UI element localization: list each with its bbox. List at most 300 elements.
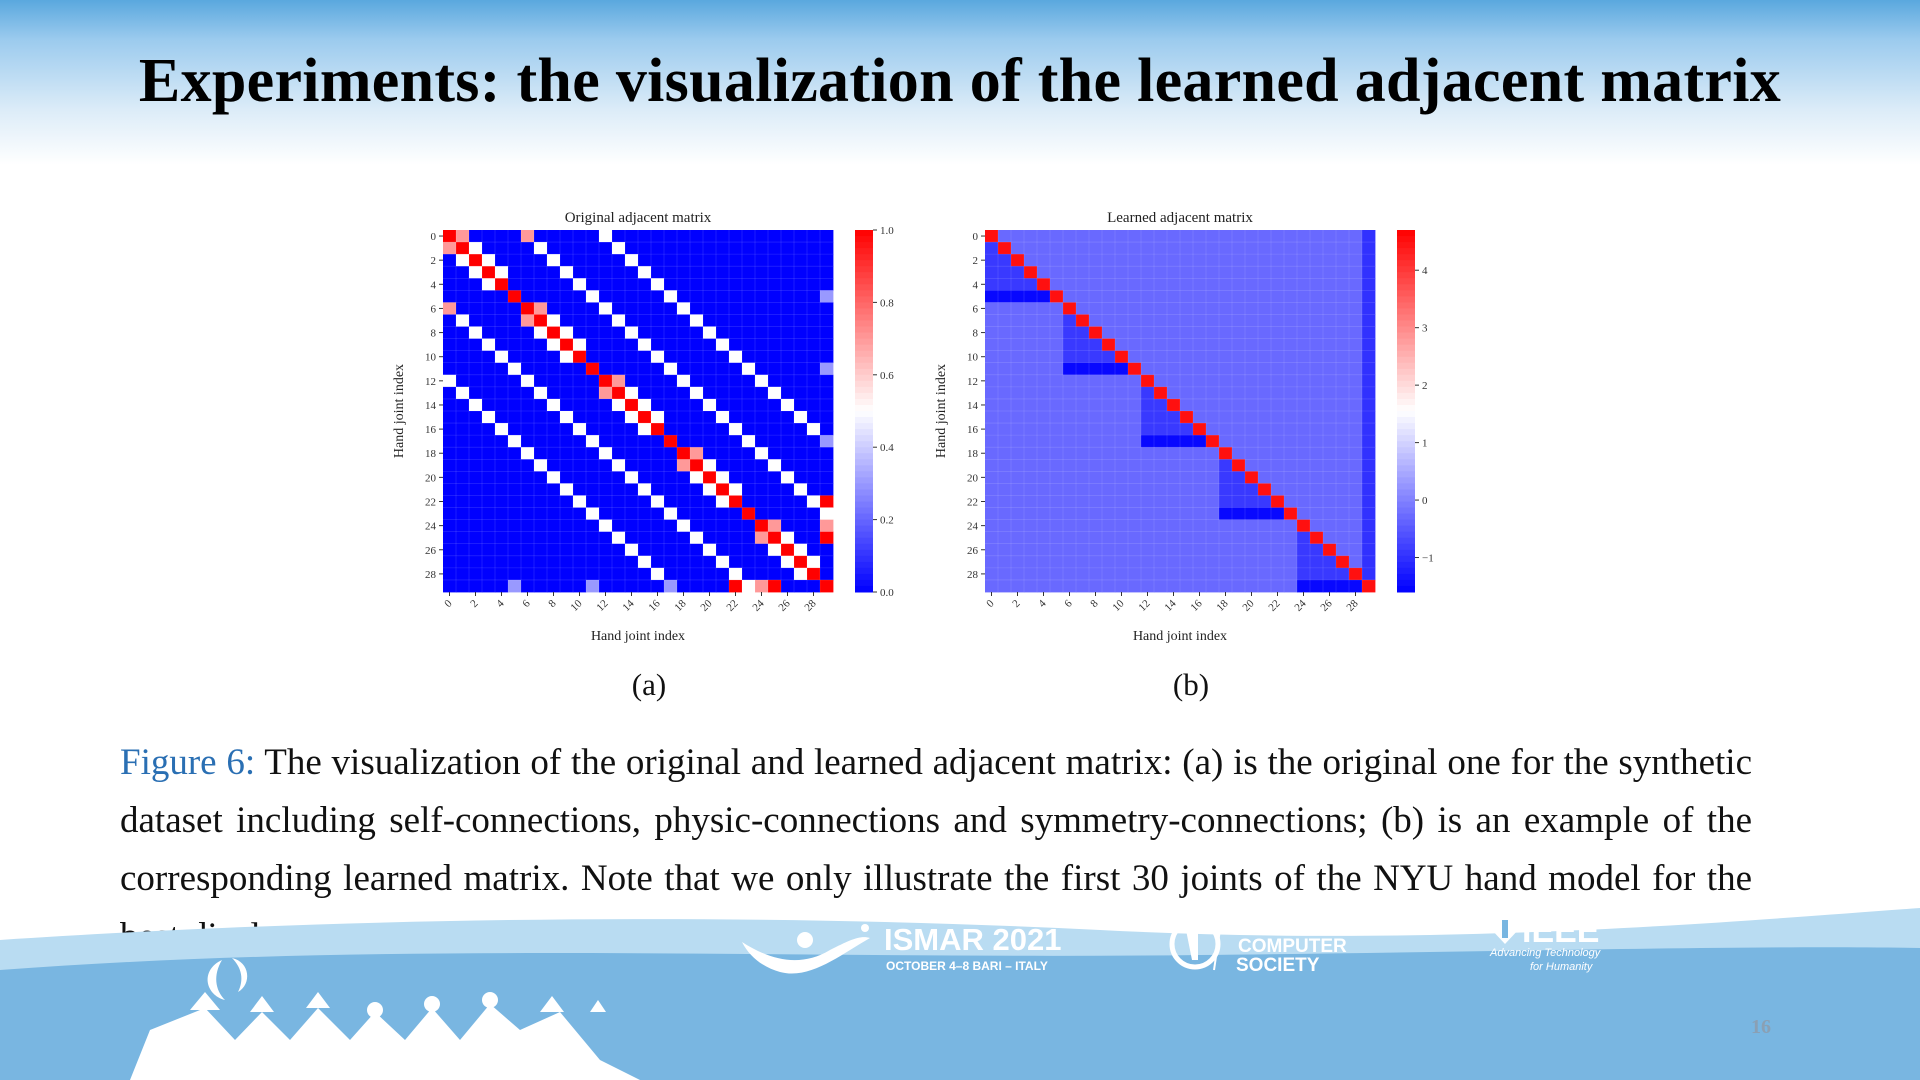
heatmap-a-cell [742,447,755,459]
heatmap-a-cell [521,423,534,435]
heatmap-b-cell [1206,242,1219,254]
heatmap-a-colorbar-segment [855,471,873,478]
heatmap-b-y-tick-label: 26 [967,544,978,557]
heatmap-a-cell [534,495,547,507]
heatmap-a-cell [469,447,482,459]
heatmap-a-cell [651,278,664,290]
heatmap-b-cell [1076,314,1089,326]
heatmap-a-cell [547,556,560,568]
heatmap-a-colorbar-segment [855,411,873,418]
heatmap-b-cell [1050,520,1063,532]
heatmap-a-cell [703,495,716,507]
heatmap-b-cell [1271,290,1284,302]
heatmap-a-cell [612,327,625,339]
heatmap-b-cell [1128,447,1141,459]
heatmap-b-cell [1310,387,1323,399]
heatmap-b-cell [1102,399,1115,411]
heatmap-a-cell [755,520,768,532]
heatmap-a-cell [716,339,729,351]
heatmap-b-cell [1271,423,1284,435]
heatmap-b-cell [998,375,1011,387]
heatmap-b-cell [1011,435,1024,447]
heatmap-a-cell [508,339,521,351]
heatmap-a-cell [664,495,677,507]
heatmap-a-cell [456,495,469,507]
heatmap-a-cell [482,544,495,556]
heatmap-b-x-tick-label: 18 [1214,597,1231,614]
ieee-title: IEEE [1522,912,1600,950]
heatmap-a-cell [690,302,703,314]
heatmap-b-cell [1362,302,1375,314]
heatmap-a-cell [573,447,586,459]
heatmap-b-cell [1310,447,1323,459]
slide-title: Experiments: the visualization of the learned adjacent matrix [138,47,1782,115]
heatmap-b-cell [1076,302,1089,314]
heatmap-a-cell [729,580,742,592]
heatmap-a-cell [742,254,755,266]
heatmap-a-cell [664,411,677,423]
heatmap-a-colorbar-tick-label: 1.0 [880,225,894,237]
heatmap-a-title: Original adjacent matrix [564,210,712,226]
heatmap-a-cell [625,327,638,339]
heatmap-a-cell [807,242,820,254]
heatmap-a-cell [599,339,612,351]
heatmap-a-colorbar-segment [855,357,873,364]
heatmap-b-cell [1024,495,1037,507]
heatmap-a-cell [651,363,664,375]
heatmap-a-cell [807,483,820,495]
heatmap-b-cell [1336,568,1349,580]
heatmap-b-cell [1089,266,1102,278]
heatmap-b-cell [1128,290,1141,302]
heatmap-a-cell [755,495,768,507]
heatmap-a-cell [729,327,742,339]
heatmap-a-cell [456,471,469,483]
heatmap-b-cell [1219,363,1232,375]
heatmap-a-cell [755,471,768,483]
heatmap-b-cell [1232,508,1245,520]
heatmap-a-cell [612,411,625,423]
heatmap-a-cell [664,230,677,242]
heatmap-a-y-tick-label: 16 [425,424,436,437]
heatmap-a-cell [768,266,781,278]
heatmap-a-cell [612,302,625,314]
heatmap-a-cell [729,508,742,520]
heatmap-b-cell [1154,495,1167,507]
heatmap-b-cell [1206,423,1219,435]
heatmap-a-cell [508,495,521,507]
heatmap-a-colorbar-tick-label: 0.6 [880,369,894,382]
heatmap-a-cell [586,411,599,423]
heatmap-a-cell [729,399,742,411]
heatmap-a-cell [495,242,508,254]
heatmap-b-cell [1206,351,1219,363]
heatmap-b-cell [1063,423,1076,435]
heatmap-a-cell [508,411,521,423]
heatmap-b-cell [1141,254,1154,266]
heatmap-b-cell [1245,544,1258,556]
heatmap-a-cell [742,411,755,423]
heatmap-a-colorbar-tick-label: 0.2 [880,514,894,527]
heatmap-a-cell [456,568,469,580]
heatmap-b-cell [998,568,1011,580]
heatmap-b-cell [998,459,1011,471]
heatmap-a-cell [508,520,521,532]
heatmap-b-cell [998,399,1011,411]
heatmap-b-cell [1011,423,1024,435]
heatmap-b-cell [1245,351,1258,363]
heatmap-a-cell [794,471,807,483]
heatmap-b-cell [1076,339,1089,351]
heatmap-a-cell [599,351,612,363]
heatmap-a-cell [612,508,625,520]
heatmap-b-cell [1271,339,1284,351]
heatmap-b-cell [985,387,998,399]
heatmap-a-cell [625,363,638,375]
heatmap-a-cell [547,266,560,278]
heatmap-b-cell [1050,423,1063,435]
heatmap-b-y-tick-label: 4 [972,279,978,292]
heatmap-b-colorbar-segment [1397,363,1415,370]
heatmap-a-cell [534,314,547,326]
heatmap-b-cell [1310,411,1323,423]
heatmap-a-cell [768,520,781,532]
heatmap-a-cell [768,230,781,242]
heatmap-a-cell [729,242,742,254]
heatmap-a-cell [482,278,495,290]
heatmap-a-cell [508,327,521,339]
heatmap-b-cell [1037,508,1050,520]
heatmap-b-cell [1089,314,1102,326]
heatmap-a-cell [599,327,612,339]
heatmap-a-cell [703,580,716,592]
heatmap-b-cell [1128,375,1141,387]
heatmap-a-cell [781,314,794,326]
heatmap-b-cell [998,520,1011,532]
heatmap-a-cell [482,339,495,351]
heatmap-a-colorbar-segment [855,302,873,309]
heatmap-a-cell [586,266,599,278]
heatmap-b-cell [1076,483,1089,495]
heatmap-a-cell [677,302,690,314]
heatmap-b-cell [1271,520,1284,532]
heatmap-b-cell [1323,302,1336,314]
heatmap-a-cell [794,459,807,471]
heatmap-a-cell [521,532,534,544]
heatmap-a-cell [456,556,469,568]
heatmap-a-colorbar-segment [855,459,873,466]
heatmap-a-cell [677,495,690,507]
heatmap-b-cell [1154,447,1167,459]
heatmap-b-cell [1336,290,1349,302]
heatmap-a-cell [495,314,508,326]
heatmap-b-cell [1011,411,1024,423]
heatmap-a-cell [794,230,807,242]
heatmap-a-cell [469,266,482,278]
heatmap-b-cell [1154,483,1167,495]
heatmap-b-cell [1037,435,1050,447]
heatmap-b-cell [1076,278,1089,290]
heatmap-a-cell [495,278,508,290]
heatmap-b-cell [1206,520,1219,532]
heatmap-b-cell [1336,314,1349,326]
heatmap-a-cell [638,544,651,556]
heatmap-b-title: Learned adjacent matrix [1107,210,1253,226]
heatmap-a-cell [443,230,456,242]
heatmap-b-cell [1050,278,1063,290]
heatmap-a-cell [521,495,534,507]
heatmap-a-cell [716,375,729,387]
heatmap-a-cell [586,363,599,375]
heatmap-b-cell [1076,459,1089,471]
heatmap-a-cell [807,399,820,411]
heatmap-a-cell [482,399,495,411]
heatmap-b-cell [1102,568,1115,580]
heatmap-b-cell [1271,508,1284,520]
heatmap-b-cell [1037,411,1050,423]
heatmap-a-cell [677,266,690,278]
heatmap-b-cell [1349,278,1362,290]
heatmap-a-cell [781,508,794,520]
heatmap-b-cell [1076,327,1089,339]
heatmap-a-colorbar-segment [855,308,873,315]
heatmap-a-colorbar-segment [855,568,873,575]
heatmap-a-cell [482,483,495,495]
heatmap-b-colorbar-segment [1397,483,1415,490]
heatmap-b-cell [1063,242,1076,254]
heatmap-b-cell [1011,447,1024,459]
heatmap-b-cell [1336,387,1349,399]
heatmap-b-colorbar-segment [1397,284,1415,291]
heatmap-b-cell [1011,387,1024,399]
heatmap-b-colorbar-segment [1397,248,1415,255]
heatmap-b-cell [1063,508,1076,520]
heatmap-b-cell [1167,459,1180,471]
heatmap-b-cell [1245,411,1258,423]
heatmap-b-cell [1141,495,1154,507]
heatmap-a-cell [443,327,456,339]
heatmap-a-cell [469,302,482,314]
heatmap-a-cell [573,435,586,447]
heatmap-b-cell [1193,266,1206,278]
heatmap-a-cell [820,327,833,339]
heatmap-b-cell [1310,363,1323,375]
heatmap-a-x-tick-label: 2 [468,597,481,611]
heatmap-b-cell [1310,495,1323,507]
heatmap-b-cell [1115,375,1128,387]
heatmap-a-cell [443,556,456,568]
heatmap-b-cell [1323,290,1336,302]
heatmap-b-colorbar-segment [1397,381,1415,388]
heatmap-a-cell [716,471,729,483]
heatmap-a-cell [716,459,729,471]
heatmap-a-cell [586,387,599,399]
heatmap-b-cell [1102,242,1115,254]
heatmap-a-cell [729,254,742,266]
heatmap-a-cell [586,435,599,447]
heatmap-b-x-tick-label: 28 [1344,597,1361,614]
heatmap-a-cell [469,387,482,399]
heatmap-b-cell [1011,266,1024,278]
heatmap-b-cell [1154,532,1167,544]
heatmap-b-cell [1193,483,1206,495]
heatmap-b-cell [1362,339,1375,351]
heatmap-a-cell [807,290,820,302]
heatmap-a-cell [456,290,469,302]
heatmap-b-cell [1063,520,1076,532]
heatmap-b-cell [1154,327,1167,339]
heatmap-b-cell [1115,423,1128,435]
heatmap-b-cell [1232,375,1245,387]
heatmap-b-cell [998,423,1011,435]
heatmap-b-cell [1154,520,1167,532]
heatmap-a-cell [638,387,651,399]
heatmap-a-colorbar-segment [855,345,873,352]
heatmap-b-colorbar-segment [1397,308,1415,315]
heatmap-b-cell [1349,459,1362,471]
heatmap-b-y-tick-label: 24 [967,520,978,533]
heatmap-b-cell [1349,556,1362,568]
heatmap-b-cell [1063,290,1076,302]
heatmap-b-cell [1245,314,1258,326]
heatmap-b-cell [1245,254,1258,266]
heatmap-b-cell [1154,471,1167,483]
heatmap-b-cell [1089,387,1102,399]
heatmap-b-cell [1323,278,1336,290]
heatmap-a-cell [573,230,586,242]
heatmap-a-cell [521,230,534,242]
heatmap-a-cell [625,339,638,351]
heatmap-a-cell [599,278,612,290]
heatmap-a-cell [456,339,469,351]
heatmap-b-colorbar-segment [1397,586,1415,593]
heatmap-a-cell [729,375,742,387]
heatmap-a-cell [690,532,703,544]
heatmap-a-cell [495,411,508,423]
heatmap-b-cell [985,435,998,447]
heatmap-b-cell [1206,314,1219,326]
heatmap-a-cell [781,471,794,483]
heatmap-b-cell [1349,290,1362,302]
heatmap-b-cell [1349,471,1362,483]
heatmap-a-y-tick-label: 12 [425,375,436,388]
heatmap-b-cell [1206,327,1219,339]
heatmap-a-cell [612,278,625,290]
heatmap-a-cell [755,411,768,423]
heatmap-b-cell [1336,266,1349,278]
heatmap-a-cell [781,302,794,314]
heatmap-a-cell [729,387,742,399]
heatmap-a-cell [820,278,833,290]
footer-banner [0,900,1920,1080]
heatmap-b-cell [1271,254,1284,266]
heatmap-b-cell [1154,568,1167,580]
heatmap-b-cell [998,387,1011,399]
heatmap-b-cell [1232,459,1245,471]
heatmap-b-cell [1180,290,1193,302]
heatmap-a-cell [599,556,612,568]
heatmap-a-colorbar-segment [855,381,873,388]
heatmap-b-cell [1115,568,1128,580]
heatmap-b-cell [1024,254,1037,266]
heatmap-b-cell [1050,375,1063,387]
heatmap-a-cell [573,532,586,544]
heatmap-b-cell [1076,290,1089,302]
heatmap-a-cell [794,495,807,507]
heatmap-b-cell [1011,471,1024,483]
heatmap-b-cell [1206,471,1219,483]
heatmap-b-cell [1037,302,1050,314]
heatmap-b-cell [1167,411,1180,423]
heatmap-a-cell [456,532,469,544]
heatmap-a-cell [560,520,573,532]
heatmap-a-x-axis-label: Hand joint index [590,629,686,644]
heatmap-a-cell [443,520,456,532]
heatmap-a-x-tick-label: 22 [724,597,741,614]
heatmap-a-colorbar-segment [855,544,873,551]
heatmap-a-cell [534,508,547,520]
heatmap-a-cell [560,459,573,471]
heatmap-a-cell [573,495,586,507]
heatmap-b-cell [1245,399,1258,411]
heatmap-b-cell [1271,544,1284,556]
heatmap-a-cell [521,508,534,520]
heatmap-b-cell [1141,242,1154,254]
heatmap-a-cell [742,520,755,532]
heatmap-a-cell [443,435,456,447]
heatmap-b-cell [1206,508,1219,520]
heatmap-a-cell [768,471,781,483]
heatmap-a-colorbar-segment [855,586,873,593]
heatmap-b-cell [985,302,998,314]
heatmap-b-cell [1128,471,1141,483]
heatmap-a-cell [716,290,729,302]
heatmap-a-cell [586,520,599,532]
heatmap-b-cell [1167,230,1180,242]
heatmap-b-cell [1258,447,1271,459]
heatmap-a-cell [820,339,833,351]
heatmap-a-cell [664,363,677,375]
heatmap-a-colorbar-tick-label: 0.4 [880,442,894,455]
heatmap-b-cell [1349,302,1362,314]
heatmap-a-cell [690,520,703,532]
heatmap-b-cell [1310,483,1323,495]
heatmap-a-cell [599,447,612,459]
heatmap-b-cell [1128,314,1141,326]
heatmap-b-cell [998,435,1011,447]
heatmap-b-cell [1180,520,1193,532]
heatmap-a-cell [729,314,742,326]
heatmap-a-colorbar-segment [855,393,873,400]
heatmap-a-cell [755,459,768,471]
heatmap-a-cell [443,266,456,278]
heatmap-a-cell [456,327,469,339]
heatmap-b-cell [985,520,998,532]
heatmap-a-cell [469,568,482,580]
heatmap-a-cell [625,387,638,399]
heatmap-b-cell [1011,302,1024,314]
heatmap-b-cell [1349,387,1362,399]
heatmap-b-cell [1232,302,1245,314]
heatmap-b-cell [1037,387,1050,399]
heatmap-b-cell [1024,435,1037,447]
heatmap-a-cell [755,290,768,302]
heatmap-a-cell [547,471,560,483]
heatmap-a-cell [729,423,742,435]
heatmap-b-cell [1115,314,1128,326]
heatmap-b-cell [1232,266,1245,278]
heatmap-a-cell [547,230,560,242]
